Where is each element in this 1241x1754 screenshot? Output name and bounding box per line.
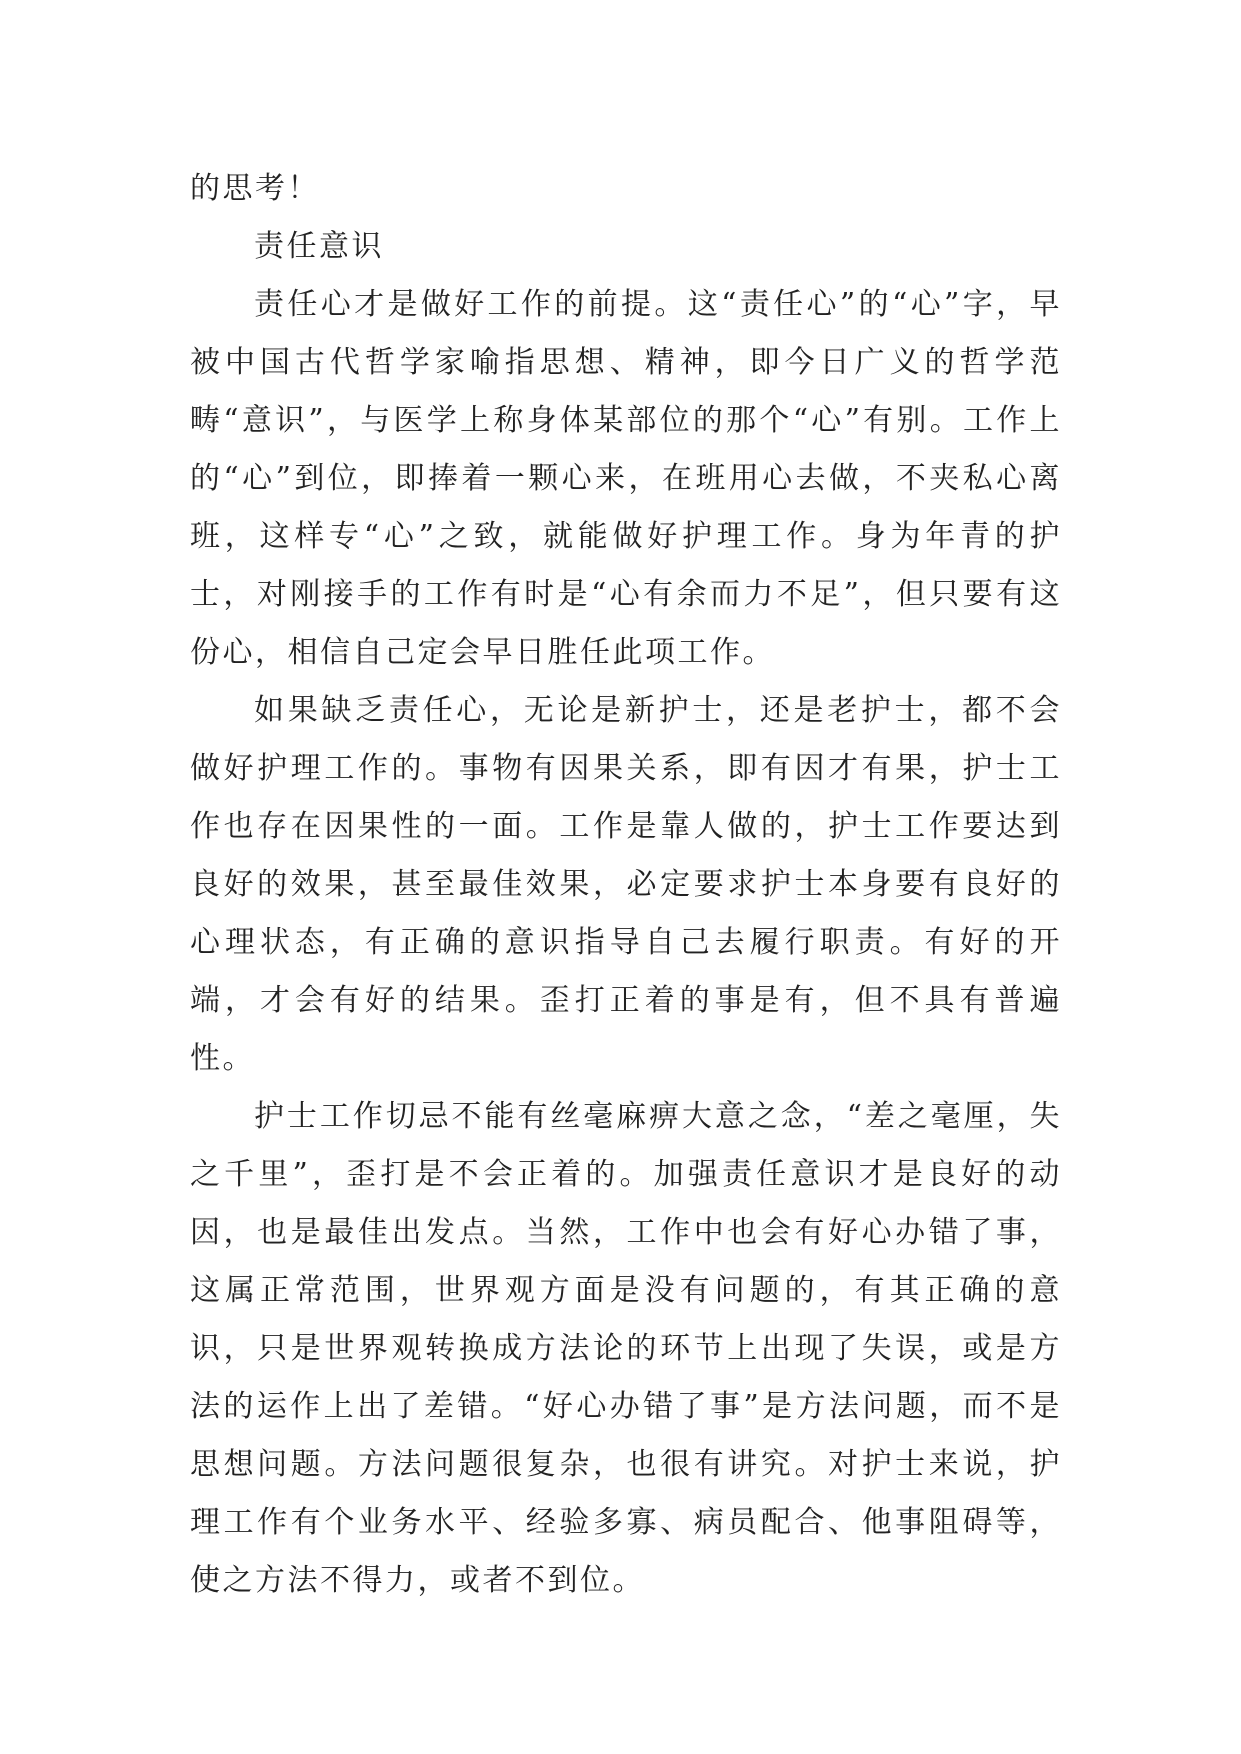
paragraph-responsibility: 责任心才是做好工作的前提。这“责任心”的“心”字，早被中国古代哲学家喻指思想、精神，即今日广义的哲学范畴“意识”，与医学上称身体某部位的那个“心”有别。工作上的“心”到位，即捧着一颗心来，在班用心去做，不夹私心离班，这样专“心”之致，就能做好护理工作。身为年青的护士，对刚接手的工作有时是“心有余而力不足”，但只要有这份心，相信自己定会早日胜任此项工作。 xyxy=(190,287,1062,670)
paragraph-continuation: 的思考！ xyxy=(190,171,320,206)
paragraph-causality: 如果缺乏责任心，无论是新护士，还是老护士，都不会做好护理工作的。事物有因果关系，即有因才有果，护士工作也存在因果性的一面。工作是靠人做的，护士工作要达到良好的效果，甚至最佳效果，必定要求护士本身要有良好的心理状态，有正确的意识指导自己去履行职责。有好的开端，才会有好的结果。歪打正着的事是有，但不具有普遍性。 xyxy=(190,693,1062,1076)
paragraph-method: 护士工作切忌不能有丝毫麻痹大意之念，“差之毫厘，失之千里”，歪打是不会正着的。加强责任意识才是良好的动因，也是最佳出发点。当然，工作中也会有好心办错了事，这属正常范围，世界观方面是没有问题的，有其正确的意识，只是世界观转换成方法论的环节上出现了失误，或是方法的运作上出了差错。“好心办错了事”是方法问题，而不是思想问题。方法问题很复杂，也很有讲究。对护士来说，护理工作有个业务水平、经验多寡、病员配合、他事阻碍等，使之方法不得力，或者不到位。 xyxy=(190,1099,1062,1598)
document-body xyxy=(190,160,1062,1610)
section-heading: 责任意识 xyxy=(254,229,384,264)
